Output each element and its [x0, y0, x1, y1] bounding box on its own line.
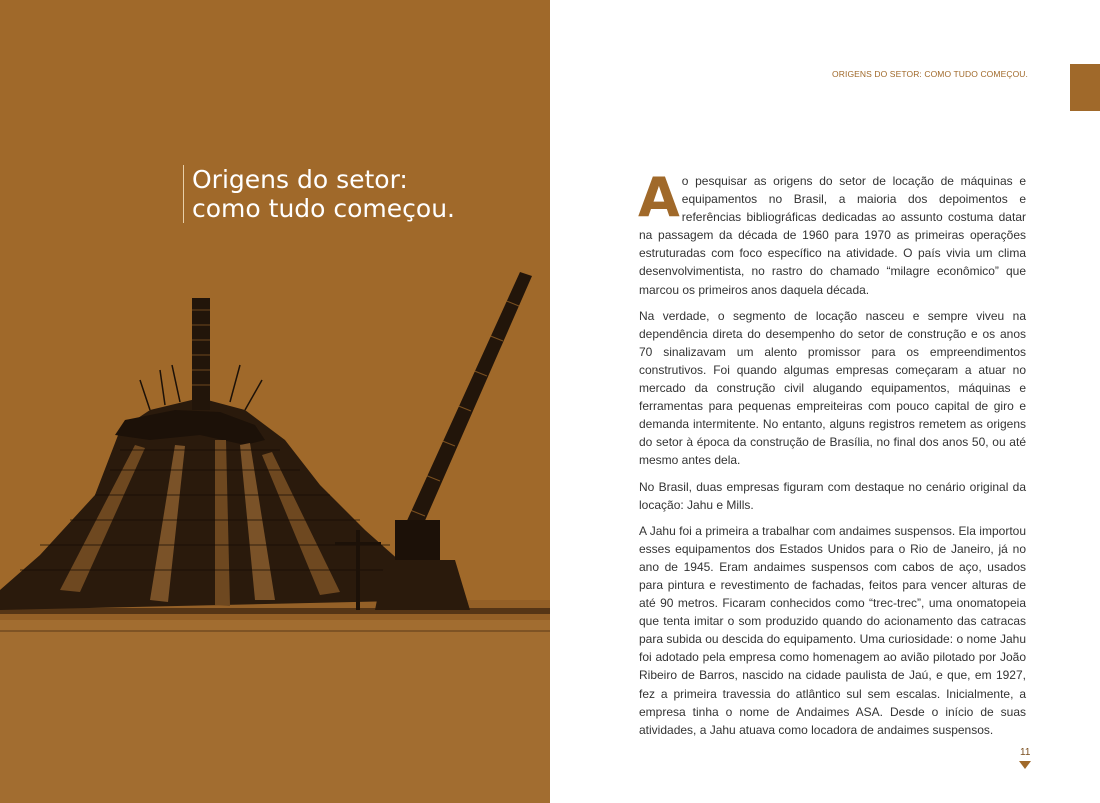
paragraph-3: No Brasil, duas empresas figuram com destaque no cenário original da locação: Jahu e Mills.	[639, 479, 1026, 512]
right-page	[550, 0, 1100, 803]
cathedral-construction-photo	[0, 270, 550, 803]
running-header: ORIGENS DO SETOR: COMO TUDO COMEÇOU.	[832, 69, 1028, 79]
body-text	[638, 166, 1026, 747]
drop-cap: A	[638, 166, 680, 229]
down-arrow-icon	[1019, 761, 1031, 769]
chapter-title	[183, 165, 455, 223]
chapter-tab-marker	[1070, 64, 1100, 111]
chapter-title-line-1: Origens do setor:	[192, 165, 408, 194]
paragraph-4: A Jahu foi a primeira a trabalhar com andaimes suspensos. Ela importou esses equipamentos dos Estados Unidos para o Rio de Janeiro, já no ano de 1945. Eram andaimes suspensos com cabos de aço, usados para pintura e revestimento de fachadas, feitos para vencer alturas de até 90 metros. Ficaram conhecidos como “trec-trec”, uma onomatopeia que tenta imitar o som produzido quando do acionamento das catracas para subida ou descida do equipamento. Uma curiosidade: o nome Jahu foi adotado pela empresa como homenagem ao avião pilotado por João Ribeiro de Barros, nascido na cidade paulista de Jaú, e que, em 1927, fez a primeira travessia do atlântico sul sem escalas. Inicialmente, a empresa tinha o nome de Andaimes ASA. Desde o início de suas atividades, a Jahu atuava como locadora de andaimes suspensos.	[639, 523, 1026, 737]
paragraph-1-text: o pesquisar as origens do setor de locação de máquinas e equipamentos no Brasil, a maioria dos depoimentos e referências bibliográficas dedicadas ao assunto costuma datar na passagem da década de 1960 para 1970 as primeiras operações estruturadas com foco específico na atividade. O país vivia um clima desenvolvimentista, no rastro do chamado “milagre econômico” que marcou os primeiros anos daquela década.	[639, 174, 1026, 297]
paragraph-1	[638, 166, 1026, 299]
paragraph-2: Na verdade, o segmento de locação nasceu e sempre viveu na dependência direta do desempenho do setor de construção e os anos 70 sinalizavam um alento promissor para os empreendimentos construtivos. Foi quando algumas empresas começaram a atuar no mercado da construção civil alugando equipamentos, máquinas e ferramentas para pequenas empreiteiras com pouco capital de giro e demanda intermitente. No entanto, alguns registros remetem as origens do setor à época da construção de Brasília, no final dos anos 50, ou até mesmo antes dela.	[639, 308, 1026, 468]
page-number: 11	[1020, 747, 1031, 758]
chapter-title-line-2: como tudo começou.	[192, 194, 456, 223]
